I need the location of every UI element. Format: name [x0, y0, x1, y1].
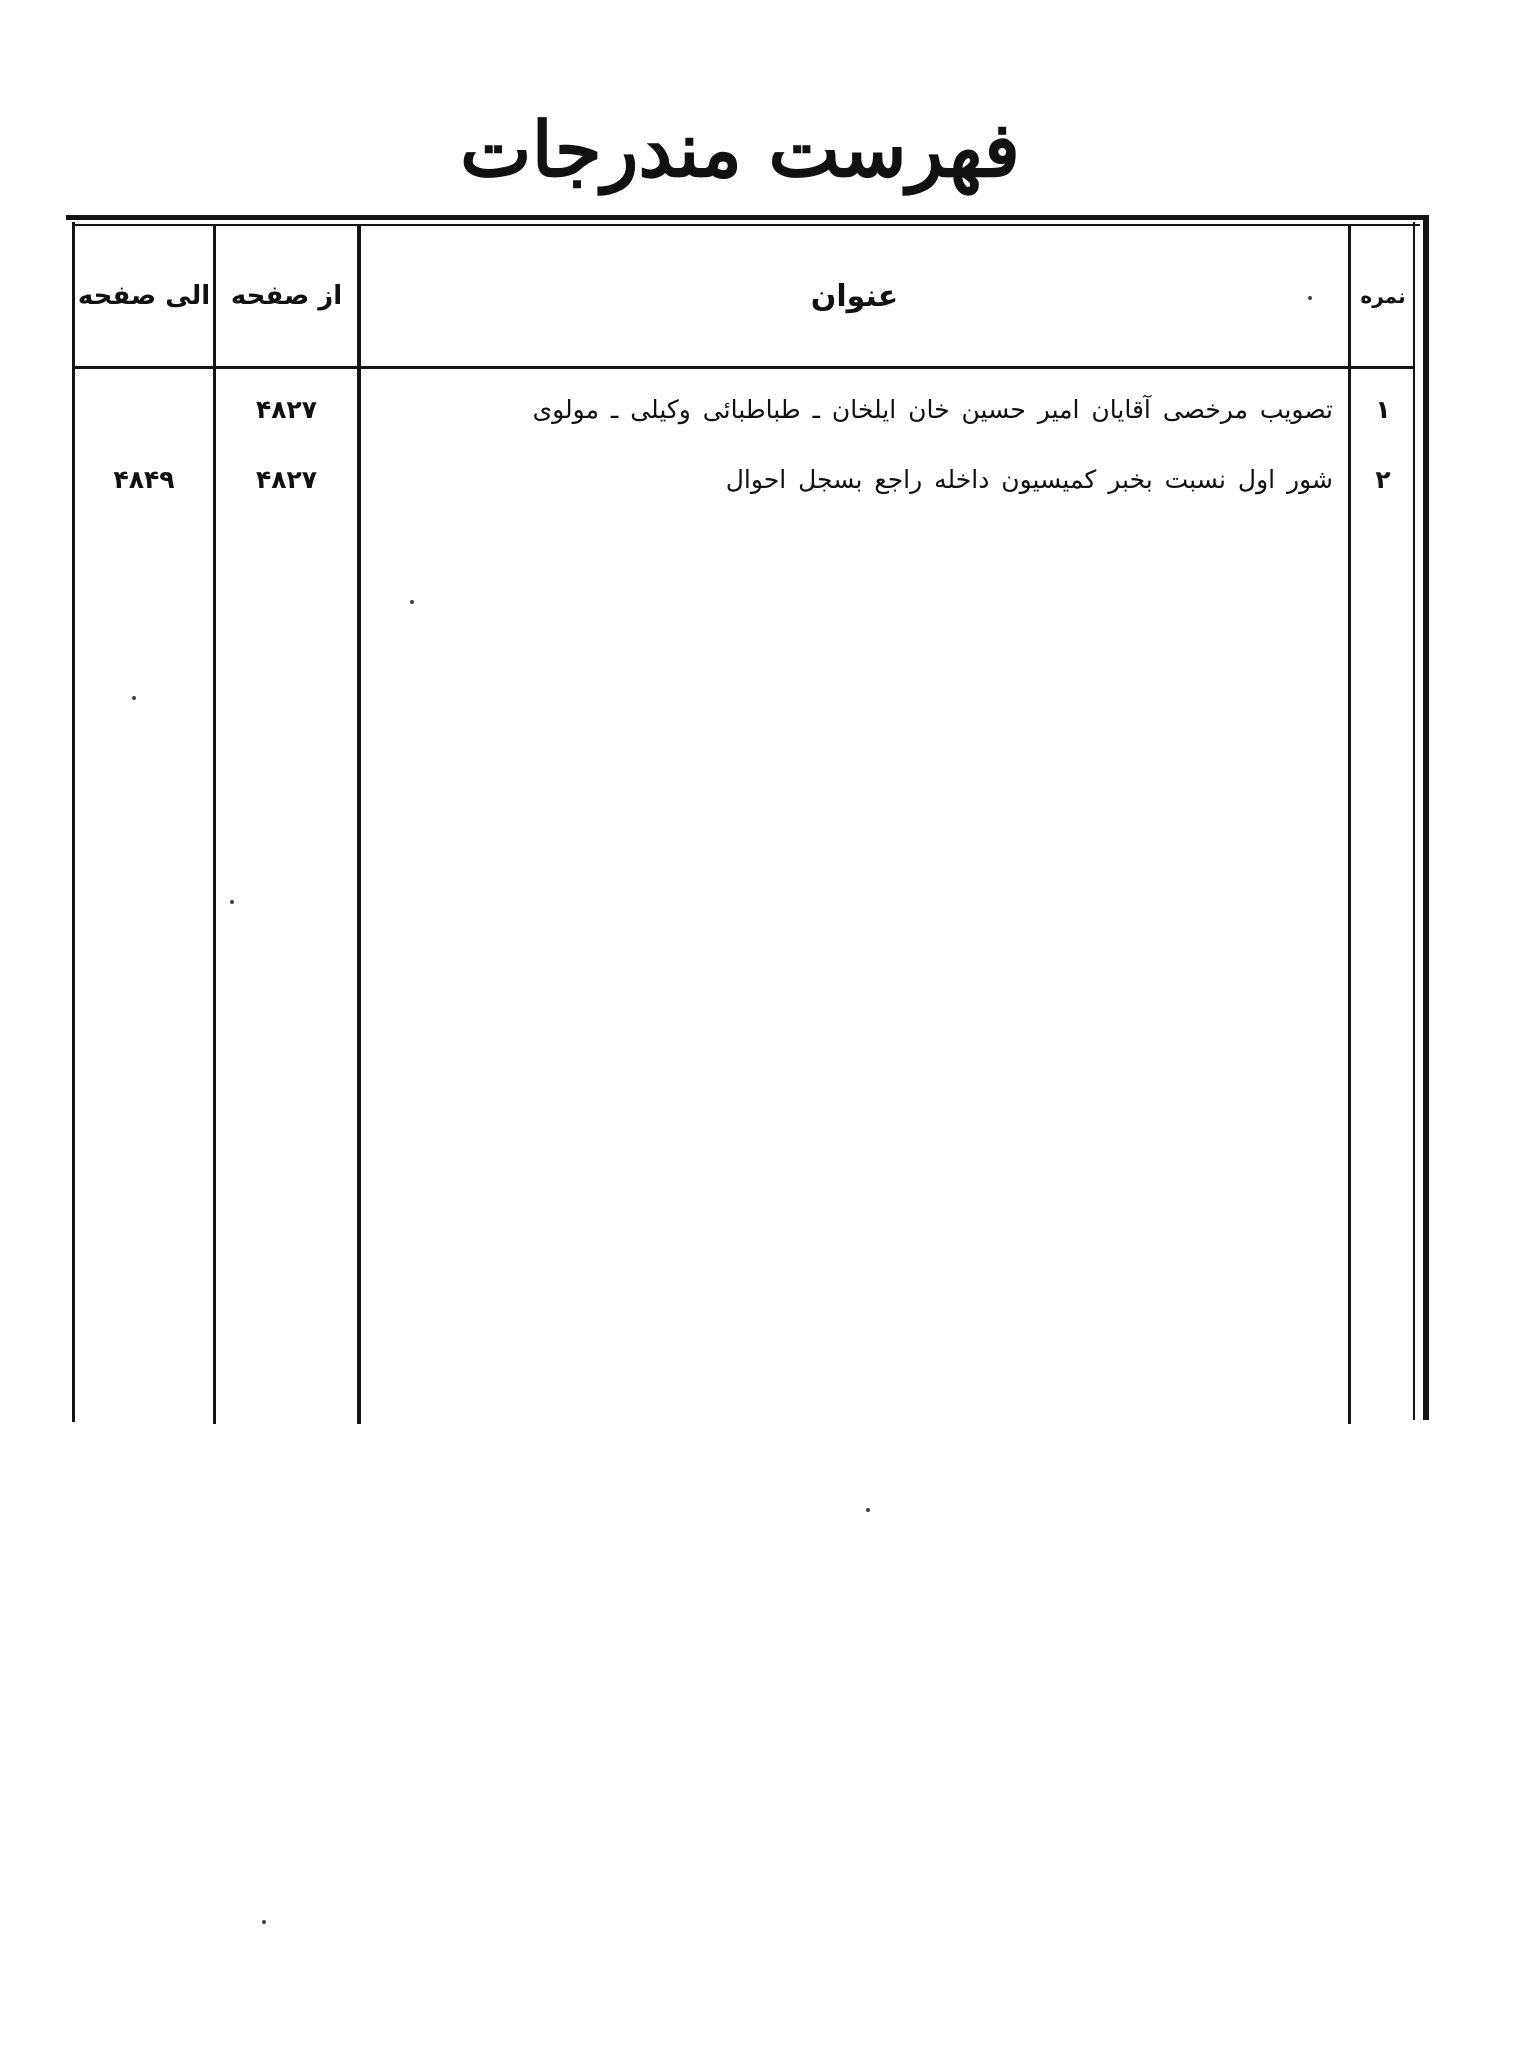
- header-bottom-rule: [74, 366, 1414, 369]
- row-to-page: ۴۸۴۹: [113, 465, 175, 494]
- header-to-page: الی صفحه: [77, 281, 211, 311]
- row-number: ۱: [1375, 395, 1391, 424]
- page-title: فهرست مندرجات: [460, 104, 1020, 194]
- row-title: شور اول نسبت بخبر کمیسیون داخله راجع بسجل احوال: [725, 465, 1333, 494]
- row-number: ۲: [1375, 465, 1391, 494]
- scan-speck: [866, 1508, 870, 1512]
- table-right-border: [1423, 215, 1429, 1420]
- table-top-border: [66, 215, 1428, 220]
- row-from-page: ۴۸۲۷: [255, 465, 318, 494]
- row-to-page: [75, 386, 213, 434]
- column-divider-subject-number: [1348, 224, 1351, 1424]
- scan-speck: [410, 600, 414, 604]
- row-title: تصویب مرخصی آقایان امیر حسین خان ایلخان ـ طباطبائی وکیلی ـ مولوی: [532, 395, 1333, 424]
- scan-speck: [1308, 296, 1312, 300]
- scan-speck: [132, 696, 136, 700]
- row-from-page: ۴۸۲۷: [255, 395, 318, 424]
- scan-speck: [262, 1920, 266, 1924]
- scan-speck: [230, 900, 234, 904]
- header-subject: عنوان: [810, 278, 899, 314]
- header-number: نمره: [1360, 284, 1406, 308]
- header-from-page: از صفحه: [230, 281, 343, 311]
